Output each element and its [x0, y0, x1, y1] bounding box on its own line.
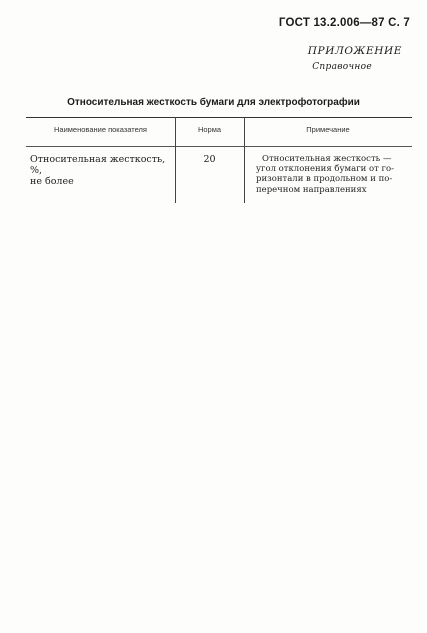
table-title: Относительная жесткость бумаги для электрофотографии [67, 97, 360, 108]
note-cell [256, 154, 412, 195]
column-header-norm: Норма [197, 125, 222, 134]
table-header-separator [26, 146, 412, 147]
appendix-subtitle: Справочное [312, 62, 372, 72]
indicator-line: Относительная жесткость, %, [30, 154, 166, 176]
note-line: перечном направлениях [256, 184, 367, 195]
page-header: ГОСТ 13.2.006—87 С. 7 [278, 17, 410, 29]
norm-cell: 20 [203, 154, 216, 165]
column-header-note: Примечание [306, 125, 350, 134]
column-header-indicator: Наименование показателя [54, 125, 147, 134]
table-top-border [26, 117, 412, 118]
indicator-line: не более [30, 176, 74, 187]
indicator-cell [30, 154, 174, 187]
note-line: угол отклонения бумаги от го- [256, 164, 394, 175]
note-line: ризонтали в продольном и по- [256, 174, 393, 185]
note-line: Относительная жесткость — [262, 154, 392, 164]
appendix-title: ПРИЛОЖЕНИЕ [307, 45, 402, 57]
